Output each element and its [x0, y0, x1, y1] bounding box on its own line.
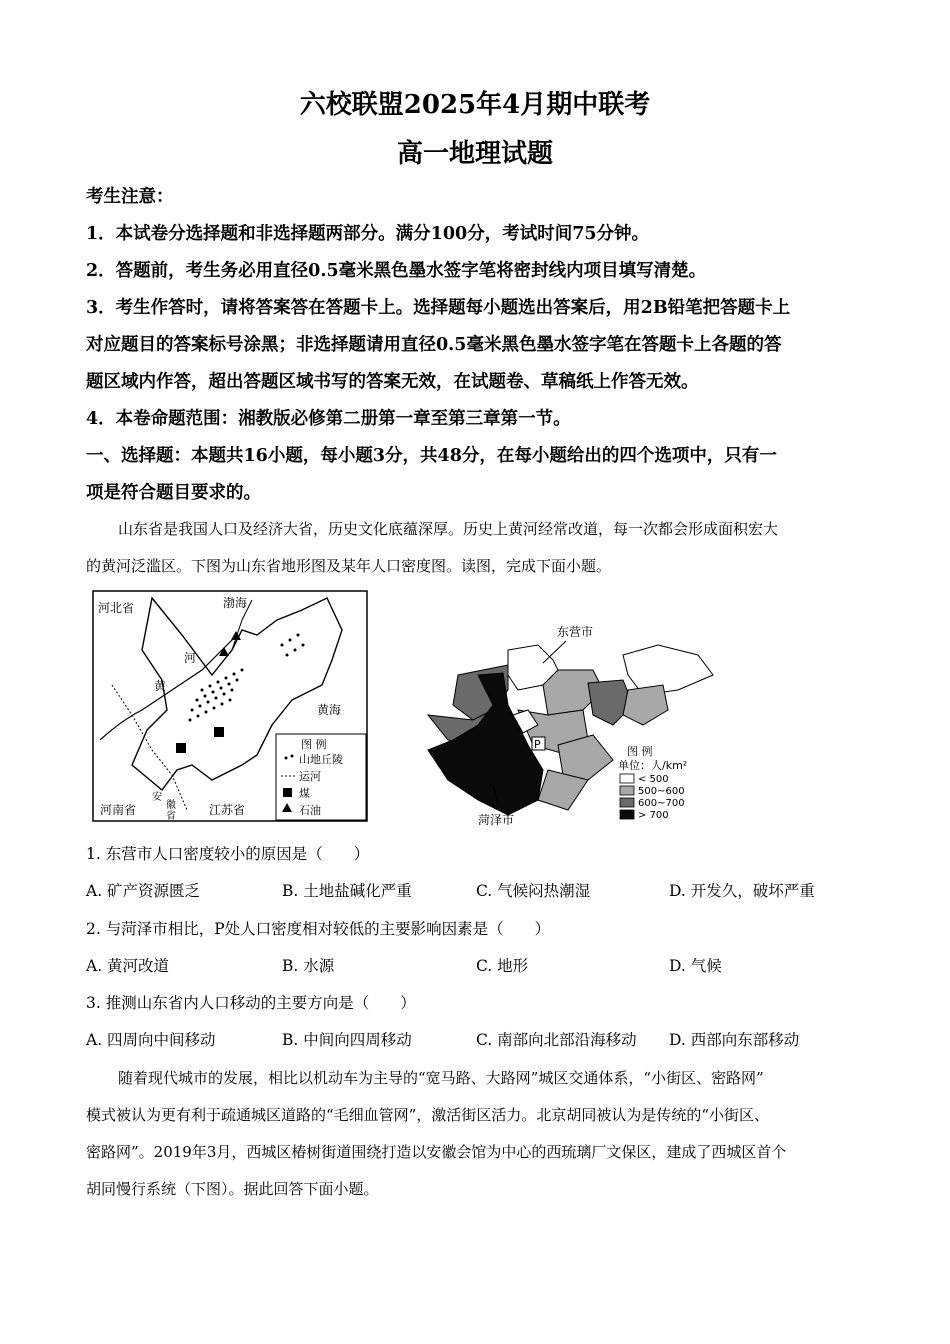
map1-legend-item: 石油: [299, 804, 321, 817]
map2-legend-swatch: [620, 798, 634, 807]
map1-label: 河: [184, 651, 197, 665]
question-option: C. 南部向北部沿海移动: [476, 1031, 637, 1049]
map2-label-dongying: 东营市: [557, 625, 594, 639]
passage-line: 密路网”。2019年3月，西城区椿树街道围绕打造以安徽会馆为中心的西琉璃厂文保区，建成了西城区首个: [86, 1143, 787, 1161]
question-stem: 2. 与菏泽市相比，P处人口密度相对较低的主要影响因素是（ ）: [86, 920, 551, 938]
exam-subtitle: 高一地理试题: [396, 139, 553, 169]
map1-label: 江苏省: [209, 803, 246, 817]
map2-legend-item: 500~600: [638, 786, 685, 797]
map2-legend-swatch: [620, 786, 634, 795]
map1-legend-title: 图 例: [301, 738, 327, 751]
map1-label: 渤海: [223, 596, 248, 610]
question-option: D. 西部向东部移动: [669, 1031, 800, 1049]
passage-line: 山东省是我国人口及经济大省，历史文化底蕴深厚。历史上黄河经常改道，每一次都会形成面积宏大: [118, 520, 779, 538]
question-option: A. 黄河改道: [86, 957, 170, 975]
question-option: C. 气候闷热潮湿: [476, 882, 591, 900]
question-option: D. 气候: [669, 957, 722, 975]
map2-label-heze: 菏泽市: [478, 813, 515, 827]
notice-item: 4．本卷命题范围：湘教版必修第二册第一章至第三章第一节。: [86, 409, 571, 429]
question-option: D. 开发久，破坏严重: [669, 882, 815, 900]
question-option: A. 矿产资源匮乏: [86, 882, 201, 900]
shandong-terrain-map: [92, 590, 368, 822]
passage-line: 胡同慢行系统（下图）。据此回答下面小题。: [86, 1180, 379, 1198]
map1-legend-item: 煤: [299, 787, 310, 800]
map1-legend-item: 运河: [299, 770, 321, 783]
notice-item: 3．考生作答时，请将答案答在答题卡上。选择题每小题选出答案后，用2B铅笔把答题卡上: [86, 298, 791, 318]
passage-line: 的黄河泛滥区。下图为山东省地形图及某年人口密度图。读图，完成下面小题。: [86, 557, 612, 575]
section-heading: 一、选择题：本题共16小题，每小题3分，共48分，在每小题给出的四个选项中，只有一: [86, 446, 777, 466]
question-option: B. 水源: [282, 957, 335, 975]
map1-label: 省: [166, 811, 176, 822]
question-stem: 3. 推测山东省内人口移动的主要方向是（ ）: [86, 994, 416, 1012]
map1-label: 河南省: [100, 803, 137, 817]
question-option: B. 中间向四周移动: [282, 1031, 412, 1049]
map2-legend-title: 图 例: [627, 745, 653, 758]
notice-item: 1．本试卷分选择题和非选择题两部分。满分100分，考试时间75分钟。: [86, 224, 650, 244]
map2-legend-item: > 700: [638, 810, 669, 821]
map2-legend-item: 600~700: [638, 798, 685, 809]
map2-legend-unit: 单位：人/km²: [618, 759, 688, 772]
section-heading: 项是符合题目要求的。: [86, 483, 261, 503]
question-stem: 1. 东营市人口密度较小的原因是（ ）: [86, 845, 370, 863]
question-option: A. 四周向中间移动: [86, 1031, 216, 1049]
map2-legend-swatch: [620, 774, 634, 783]
passage-line: 模式被认为更有利于疏通城区道路的“毛细血管网”，激活街区活力。北京胡同被认为是传统的“小街区、: [86, 1106, 770, 1124]
shandong-population-density-map: [418, 615, 718, 830]
map1-label: 徽: [166, 800, 176, 811]
map2-legend-item: < 500: [638, 774, 669, 785]
question-option: B. 土地盐碱化严重: [282, 882, 412, 900]
passage-line: 随着现代城市的发展，相比以机动车为主导的“宽马路、大路网”城区交通体系，“小街区、密路网”: [118, 1069, 764, 1087]
notice-item: 2．答题前，考生务必用直径0.5毫米黑色墨水签字笔将密封线内项目填写清楚。: [86, 261, 707, 281]
map1-legend-item: 山地丘陵: [299, 753, 343, 766]
exam-title: 六校联盟2025年4月期中联考: [299, 90, 651, 120]
map2-legend-swatch: [620, 810, 634, 819]
map1-label: 黄海: [317, 703, 342, 717]
question-option: C. 地形: [476, 957, 529, 975]
notice-item: 对应题目的答案标号涂黑；非选择题请用直径0.5毫米黑色墨水签字笔在答题卡上各题的答: [86, 335, 782, 355]
notice-heading: 考生注意：: [86, 187, 174, 207]
map1-label: 河北省: [98, 601, 135, 615]
notice-item: 题区域内作答，超出答题区域书写的答案无效，在试题卷、草稿纸上作答无效。: [86, 372, 699, 392]
map2-label-p: P: [534, 738, 541, 751]
map1-label: 安: [152, 792, 162, 803]
map1-label: 黄: [154, 679, 167, 693]
